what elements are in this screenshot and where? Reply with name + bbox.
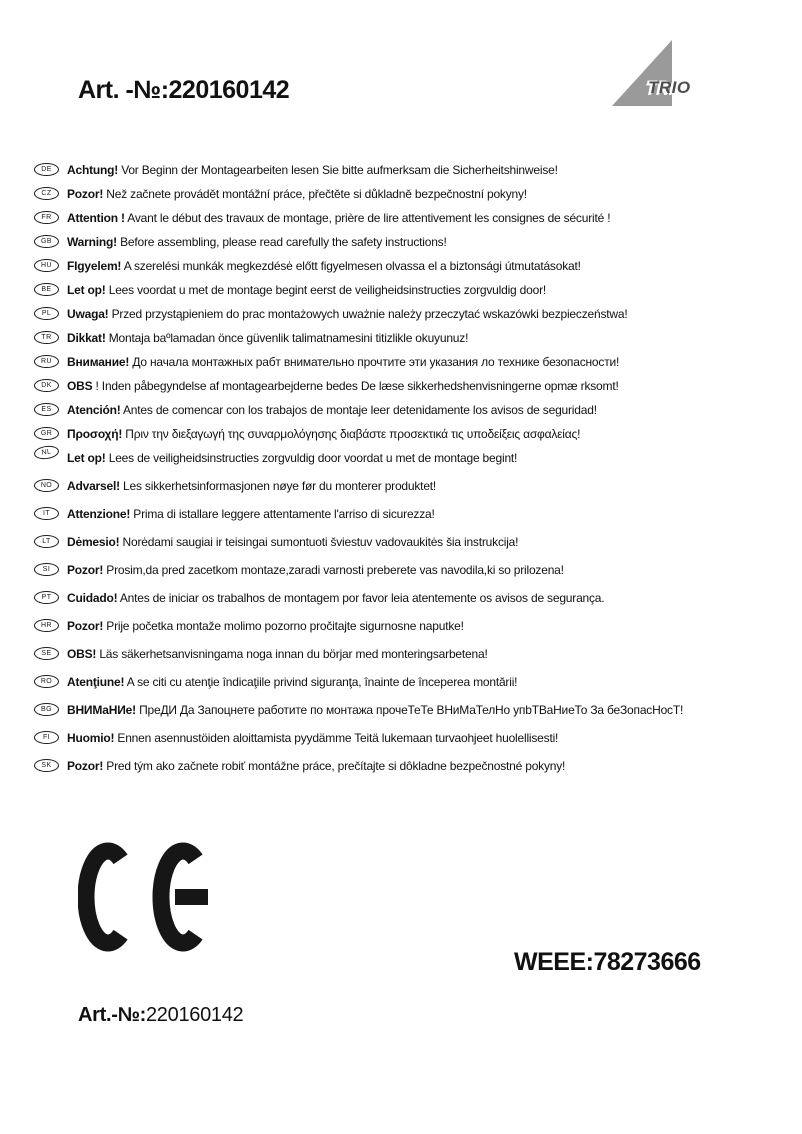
weee-number: WEEE:78273666 [514,948,701,976]
warning-body-text: Lees voordat u met de montage begint eerst de veiligheidsinstructies zorgvuldig door! [105,283,546,297]
warning-text [67,427,580,441]
warning-row-si [34,563,784,577]
warning-row-pl [34,307,784,321]
country-code-badge: RU [34,355,59,368]
warning-text [67,283,546,297]
warning-lead-word: Dėmesio! [67,535,120,549]
warning-body-text: Ennen asennustöiden aloittamista pyydämme Teitä lukemaan turvaohjeet huolellisesti! [114,731,559,745]
warning-body-text: Prosim,da pred zacetkom montaze,zaradi varnosti preberete vas navodila,ki so prilozena! [103,563,564,577]
country-code-badge: LT [34,535,59,548]
country-code-badge: IT [34,507,59,520]
warning-text [67,675,517,689]
warning-lead-word: Dikkat! [67,331,106,345]
country-code-badge: SI [34,563,59,576]
warning-body-text: Les sikkerhetsinformasjonen nøye før du monterer produktet! [119,479,437,493]
warning-lead-word: Uwaga! [67,307,109,321]
country-code-badge: CZ [34,187,59,200]
warning-row-bg [34,703,784,717]
warning-lead-word: Warning! [67,235,117,249]
warning-lead-word: Pozor! [67,759,104,773]
warnings-list [34,163,784,787]
warning-row-be [34,283,784,297]
warning-row-hu [34,259,784,273]
country-code-badge: BE [34,283,59,296]
warning-lead-word: Cuidado! [67,591,118,605]
warning-lead-word: Attention ! [67,211,125,225]
warning-body-text: Vor Beginn der Montagearbeiten lesen Sie bitte aufmerksam die Sicherheitshinweise! [118,163,558,177]
warning-row-pt [34,591,784,605]
warning-body-text: Przed przystąpieniem do prac montażowych uważnie należy przeczytać wskazówki bezpieczeństwa! [108,307,628,321]
warning-text [67,235,447,249]
warning-lead-word: Achtung! [67,163,119,177]
warning-row-es [34,403,784,417]
warning-text [67,563,564,577]
warning-row-cz [34,187,784,201]
warning-lead-word: Atención! [67,403,121,417]
country-code-badge: SE [34,647,59,660]
country-code-badge: TR [34,331,59,344]
warning-body-text: Antes de iniciar os trabalhos de montagem por favor leia atentemente os avisos de segurança. [117,591,605,605]
warning-row-ru [34,355,784,369]
warning-body-text: Lees de veiligheidsinstructies zorgvuldig door voordat u met de montage begint! [105,451,518,465]
footer-art-label: Art.-№: [78,1004,146,1026]
trio-logo [612,40,702,106]
warning-text [67,187,527,201]
warning-lead-word: Atenţiune! [67,675,125,689]
warning-lead-word: Προσοχή! [67,427,123,441]
warning-text [67,479,436,493]
warning-row-lt [34,535,784,549]
warning-lead-word: Pozor! [67,187,104,201]
warning-row-no [34,479,784,493]
warning-text [67,451,517,465]
warning-text [67,507,435,521]
warning-body-text: Než začnete provádět montážní práce, přečtěte si důkladně bezpečnostní pokyny! [103,187,527,201]
warning-body-text: Avant le début des travaux de montage, prière de lire attentivement les consignes de sécurité ! [124,211,611,225]
warning-text [67,307,627,321]
warning-row-sk [34,759,784,773]
warning-lead-word: Attenzione! [67,507,131,521]
warning-lead-word: Huomio! [67,731,115,745]
warning-body-text: Pred tým ako začnete robiť montážne práce, prečítajte si dôkladne bezpečnostné pokyny! [103,759,566,773]
country-code-badge: HU [34,259,59,272]
warning-lead-word: OBS [67,379,93,393]
page-title: Art. -№:220160142 [78,76,290,104]
warning-lead-word: ВНИМаНИе! [67,703,136,717]
warning-row-fr [34,211,784,225]
warning-body-text: Montaja baºlamadan önce güvenlik talimatnamesini titizlikle okuyunuz! [105,331,469,345]
warning-text [67,591,604,605]
warning-row-hr [34,619,784,633]
country-code-badge: FR [34,211,59,224]
warning-row-de [34,163,784,177]
warning-lead-word: Pozor! [67,563,104,577]
warning-body-text: Läs säkerhetsanvisningama noga innan du börjar med monteringsarbetena! [96,647,488,661]
warning-body-text: До начала монтажных рабт внимательно прочтите эти указания ло технике безопасности! [129,355,620,369]
warning-body-text: A szerelési munkák megkezdésė előtt figyelmesen olvassa el a biztonsági útmutatásokat! [121,259,581,273]
warning-body-text: ! Inden påbegyndelse af montagearbejderne bedes De læse sikkerhedshenvisningerne opmæ rksomt! [92,379,619,393]
footer-article-number [78,1004,243,1027]
warning-text [67,259,581,273]
warning-lead-word: Let op! [67,283,106,297]
country-code-badge: DE [34,163,59,176]
warning-text [67,619,464,633]
country-code-badge: NO [34,479,59,492]
warning-text [67,331,468,345]
warning-row-ro [34,675,784,689]
warning-row-tr [34,331,784,345]
warning-lead-word: Advarsel! [67,479,120,493]
warning-row-gr [34,427,784,441]
warning-body-text: Prima di istallare leggere attentamente l'arriso di sicurezza! [130,507,435,521]
ce-mark-icon [78,842,228,952]
warning-row-dk [34,379,784,393]
warning-text [67,403,597,417]
country-code-badge: GR [34,427,59,440]
country-code-badge: ES [34,403,59,416]
warning-row-it [34,507,784,521]
warning-lead-word: Let op! [67,451,106,465]
warning-body-text: Antes de comencar con los trabajos de montaje leer detenidamente los avisos de seguridad! [120,403,597,417]
warning-text [67,759,565,773]
country-code-badge: GB [34,235,59,248]
warning-text [67,163,558,177]
country-code-badge: RO [34,675,59,688]
country-code-badge: BG [34,703,59,716]
warning-body-text: Prije početka montaže molimo pozorno pročitajte sigurnosne naputke! [103,619,464,633]
warning-row-se [34,647,784,661]
country-code-badge: PL [34,307,59,320]
country-code-badge: HR [34,619,59,632]
warning-text [67,703,683,717]
warning-text [67,379,619,393]
warning-body-text: Before assembling, please read carefully the safety instructions! [116,235,447,249]
warning-body-text: A se citi cu atenţie îndicaţiile privind siguranţa, înainte de începerea montării! [124,675,518,689]
warning-text [67,731,558,745]
warning-text [67,535,518,549]
country-code-badge: NL [33,444,60,460]
warning-row-nl [34,448,784,465]
country-code-badge: FI [34,731,59,744]
warning-lead-word: Pozor! [67,619,104,633]
warning-text [67,211,610,225]
warning-body-text: Norėdami saugiai ir teisingai sumontuoti šviestuv vadovaukitės šia instrukcija! [119,535,519,549]
country-code-badge: SK [34,759,59,772]
warning-text [67,647,488,661]
warning-row-fi [34,731,784,745]
warning-body-text: Πριν την διεξαγωγή της συναρμολόγησης διαβάστε προσεκτικά τις υποδείξεις ασφαλείας! [122,427,581,441]
warning-lead-word: FIgyelem! [67,259,122,273]
trio-logo-text: TRIO [648,78,691,97]
warning-text [67,355,619,369]
warning-lead-word: OBS! [67,647,97,661]
footer-art-value: 220160142 [145,1004,244,1026]
country-code-badge: PT [34,591,59,604]
warning-row-gb [34,235,784,249]
warning-body-text: ПреДИ Да Запоцнете работите по монтажа прочеТеТе ВНиМаТелНо упbТВаНиеТо За беЗопасНосТ! [135,703,684,717]
warning-lead-word: Внимание! [67,355,130,369]
country-code-badge: DK [34,379,59,392]
